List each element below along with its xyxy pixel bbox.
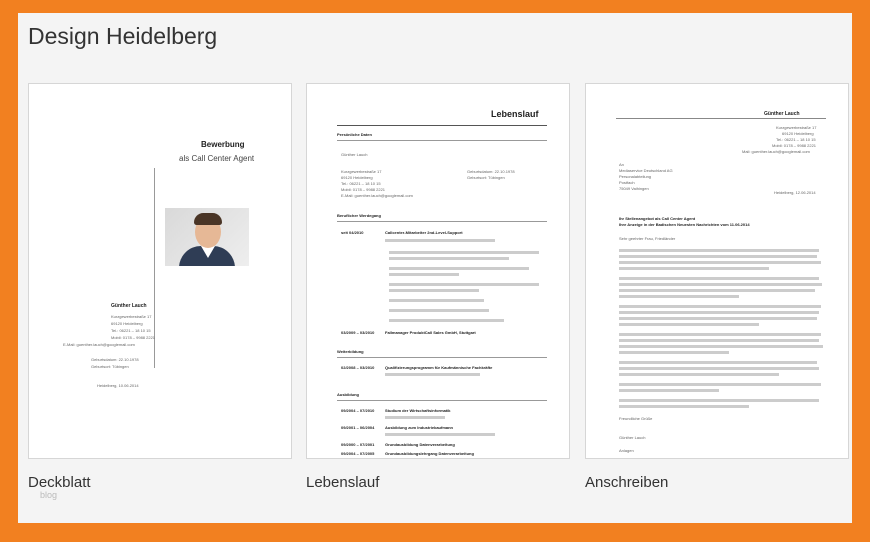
cover-name: Günther Lauch: [111, 303, 147, 309]
letter-text-line: [619, 323, 759, 326]
cover-place-date: Heidelberg, 10.06.2014: [97, 383, 139, 388]
cv-entry: Grundausbildungslehrgang Datenverarbeitung: [385, 451, 474, 456]
cv-text-line: [389, 299, 484, 302]
cover-address-line: E-Mail: guenther.lauch@googlemail.com: [63, 342, 135, 347]
cover-address-line: Tel.: 06221 – 18 10 15: [111, 328, 151, 333]
cv-date: 09/2001 – 06/2004: [341, 425, 375, 430]
letter-text-line: [619, 261, 821, 264]
letter-text-line: [619, 255, 817, 258]
letter-text-line: [619, 277, 819, 280]
letter-text-line: [619, 345, 823, 348]
letter-rule: [616, 118, 826, 119]
caption-lebenslauf[interactable]: Lebenslauf: [306, 474, 380, 491]
cv-section-rule: [337, 400, 547, 401]
letter-text-line: [619, 311, 819, 314]
letter-text-line: [619, 305, 821, 308]
letter-sender-line: Tel.: 06221 – 18 10 15: [776, 137, 816, 142]
letter-signature: Günther Lauch: [619, 435, 646, 440]
cv-date: 09/2004 – 07/2010: [341, 408, 375, 413]
cover-subheading: als Call Center Agent: [179, 154, 255, 163]
cv-entry: Ausbildung zum Industriekaufmann: [385, 425, 454, 430]
cv-text-line: [385, 416, 445, 419]
cover-heading: Bewerbung: [201, 140, 245, 149]
cv-name: Günther Lauch: [341, 152, 368, 157]
cv-text-line: [389, 289, 479, 292]
page-title: Design Heidelberg: [28, 23, 218, 49]
letter-attachments: Anlagen: [619, 448, 634, 453]
letter-sender-line: Mail: guenther.lauch@googlemail.com: [742, 149, 810, 154]
cv-text-line: [385, 239, 495, 242]
cv-section-rule: [337, 357, 547, 358]
cv-personal-line: 69120 Heidelberg: [341, 175, 373, 180]
letter-recipient-line: An: [619, 162, 624, 167]
cv-text-line: [385, 433, 495, 436]
letter-recipient-line: Postfach: [619, 180, 635, 185]
cv-personal-line: Tel.: 06221 – 18 10 15: [341, 181, 381, 186]
cv-text-line: [389, 319, 504, 322]
applicant-photo: [165, 208, 249, 266]
template-card-deckblatt[interactable]: [28, 83, 292, 459]
cv-text-line: [385, 373, 480, 376]
cv-date: 03/2009 – 03/2010: [341, 330, 375, 335]
letter-salutation: Sehr geehrter Frau, Friedländer: [619, 236, 676, 241]
cv-entry: Fallmanager ProduktCall Sales GmbH, Stuttgart: [385, 330, 476, 335]
cv-date: 02/2008 – 03/2010: [341, 365, 375, 370]
cv-date: 09/2004 – 07/2005: [341, 451, 375, 456]
cv-personal-line: Geburtsdatum: 22.10.1978: [467, 169, 515, 174]
caption-anschreiben[interactable]: Anschreiben: [585, 474, 669, 491]
cv-date: seit 04/2010: [341, 230, 364, 235]
letter-sender-line: Mobil: 0178 – 9988 2221: [772, 143, 817, 148]
cv-text-line: [389, 283, 539, 286]
letter-text-line: [619, 405, 749, 408]
cv-personal-line: E-Mail: guenther.lauch@googlemail.com: [341, 193, 413, 198]
content-panel: [18, 13, 852, 523]
cv-text-line: [389, 267, 529, 270]
cv-section-rule: [337, 140, 547, 141]
letter-recipient-line: Mediaservice Deutschland AG: [619, 168, 673, 173]
cv-personal-line: Kurzgewerbestraße 17: [341, 169, 382, 174]
letter-recipient-line: 75049 Vaihingen: [619, 186, 649, 191]
cv-entry: Qualifizierungsprogramm für Kaufmännische Fachkräfte: [385, 365, 493, 370]
letter-text-line: [619, 367, 819, 370]
cv-date: 09/2000 – 07/2001: [341, 442, 375, 447]
letter-text-line: [619, 399, 819, 402]
letter-text-line: [619, 267, 769, 270]
letter-sender-line: Kurzgewerbestraße 17: [776, 125, 817, 130]
caption-deckblatt[interactable]: Deckblatt: [28, 474, 91, 491]
cv-text-line: [389, 257, 509, 260]
cv-section-rule: [337, 221, 547, 222]
cover-address-line: Mobil: 0178 – 9988 2221: [111, 335, 156, 340]
cv-entry: Grundausbildung Datenverarbeitung: [385, 442, 455, 447]
cover-birth-line: Geburtsort: Tübingen: [91, 364, 129, 369]
watermark-text: blog: [40, 490, 58, 500]
template-card-lebenslauf[interactable]: [306, 83, 570, 459]
letter-text-line: [619, 389, 719, 392]
letter-text-line: [619, 317, 817, 320]
letter-closing: Freundliche Grüße: [619, 416, 653, 421]
cv-text-line: [389, 251, 539, 254]
letter-text-line: [619, 249, 819, 252]
letter-recipient-line: Personalabteilung: [619, 174, 652, 179]
letter-text-line: [619, 295, 739, 298]
letter-text-line: [619, 339, 819, 342]
cv-section-title: Persönliche Daten: [337, 132, 372, 137]
cv-text-line: [389, 273, 459, 276]
letter-text-line: [619, 373, 779, 376]
letter-place-date: Heidelberg, 12.06.2014: [774, 190, 816, 195]
cv-heading: Lebenslauf: [491, 109, 539, 119]
cv-section-title: Ausbildung: [337, 392, 359, 397]
letter-text-line: [619, 333, 821, 336]
letter-sender-line: 69120 Heidelberg: [782, 131, 814, 136]
cover-birth-line: Geburtsdatum: 22.10.1978: [91, 357, 139, 362]
letter-text-line: [619, 289, 815, 292]
cover-address-line: 69120 Heidelberg: [111, 321, 143, 326]
cv-personal-line: Mobil: 0178 – 9988 2221: [341, 187, 386, 192]
letter-subject: Ihre Anzeige in der Badischen Neuesten Nachrichten vom 11.06.2014: [619, 222, 750, 227]
cv-section-title: Weiterbildung: [337, 349, 364, 354]
cv-entry: Callcenter-Mitarbeiter 2nd-Level-Support: [385, 230, 463, 235]
cv-text-line: [389, 309, 489, 312]
letter-text-line: [619, 383, 821, 386]
cv-personal-line: Geburtsort: Tübingen: [467, 175, 505, 180]
cv-section-title: Beruflicher Werdegang: [337, 213, 381, 218]
cover-address-line: Kurzgewerbestraße 17: [111, 314, 152, 319]
letter-subject: Ihr Stellenangebot als Call Center Agent: [619, 216, 696, 221]
letter-text-line: [619, 361, 817, 364]
cv-heading-rule: [337, 125, 547, 126]
letter-name: Günther Lauch: [764, 111, 800, 117]
cv-entry: Studium der Wirtschaftsinformatik: [385, 408, 451, 413]
letter-text-line: [619, 283, 822, 286]
template-card-anschreiben[interactable]: [585, 83, 849, 459]
letter-text-line: [619, 351, 729, 354]
